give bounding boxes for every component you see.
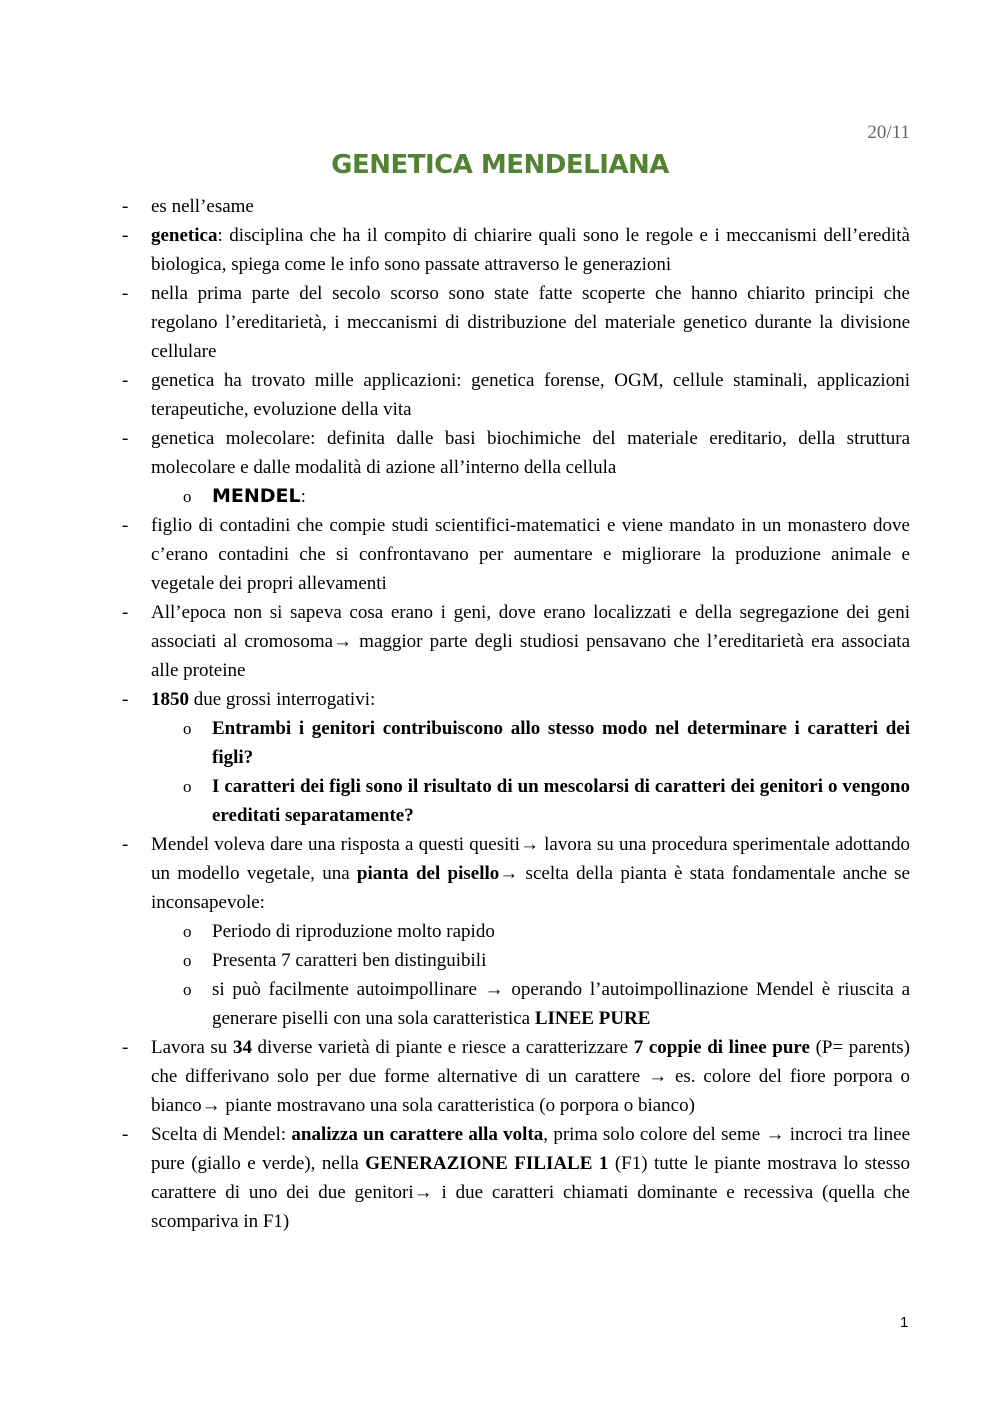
item-text: diverse varietà di piante e riesce a caratterizzare xyxy=(251,1037,634,1058)
dash-bullet: - xyxy=(122,515,129,536)
item-text: maggior parte degli studiosi pensavano che l’ereditarietà era associata alle proteine xyxy=(151,631,911,681)
bold-term: pianta del pisello xyxy=(356,863,500,884)
sub-item xyxy=(122,946,910,975)
dash-bullet: - xyxy=(122,602,129,623)
list-item xyxy=(122,1120,910,1236)
notes-body xyxy=(122,192,910,1236)
section-colon: : xyxy=(300,486,306,507)
dash-bullet: - xyxy=(122,834,129,855)
dash-bullet: - xyxy=(122,689,129,710)
question-text: Entrambi i genitori contribuiscono allo stesso modo nel determinare i caratteri dei figli? xyxy=(212,718,910,768)
item-text: nella prima parte del secolo scorso sono state fatte scoperte che hanno chiarito principi che regolano l’ereditarietà, i meccanismi di distribuzione del materiale genetico durante la divisione cellulare xyxy=(151,283,910,362)
list-item xyxy=(122,192,910,221)
item-text: lavora su una procedura sperimentale adottando un modello vegetale, una xyxy=(151,834,910,884)
dash-bullet: - xyxy=(122,283,129,304)
arrow-icon: → xyxy=(484,979,504,1000)
item-text: due grossi interrogativi: xyxy=(189,689,376,710)
sub-item xyxy=(122,714,910,772)
dash-bullet: - xyxy=(122,1037,129,1058)
item-text: si può facilmente autoimpollinare xyxy=(212,979,485,1000)
item-text: Mendel voleva dare una risposta a questi quesiti xyxy=(151,834,520,855)
list-item xyxy=(122,830,910,917)
item-text: incroci tra linee pure (giallo e verde), nella xyxy=(151,1124,911,1174)
circle-bullet: o xyxy=(183,777,192,796)
item-text: Presenta 7 caratteri ben distinguibili xyxy=(212,950,487,971)
item-text: piante mostravano una sola caratteristica (o porpora o bianco) xyxy=(220,1095,695,1116)
bold-term: analizza un carattere alla volta xyxy=(291,1124,544,1145)
bold-term: genetica xyxy=(151,225,218,246)
item-text: genetica molecolare: definita dalle basi biochimiche del materiale ereditario, della struttura molecolare e dalle modalità di azione all’interno della cellula xyxy=(151,428,910,478)
circle-bullet: o xyxy=(183,980,192,999)
list-item xyxy=(122,598,910,685)
section-heading-mendel xyxy=(122,482,910,511)
page-title: GENETICA MENDELIANA xyxy=(331,150,669,180)
bold-term: GENERAZIONE FILIALE 1 xyxy=(365,1153,609,1174)
item-text: Periodo di riproduzione molto rapido xyxy=(212,921,495,942)
arrow-icon: → xyxy=(648,1066,668,1087)
item-text: , prima solo colore del seme xyxy=(543,1124,766,1145)
item-text: i due caratteri chiamati dominante e recessiva (quella che scompariva in F1) xyxy=(151,1182,910,1232)
arrow-icon: → xyxy=(413,1182,433,1203)
circle-bullet: o xyxy=(183,922,192,941)
list-item xyxy=(122,1033,910,1120)
item-text: operando l’autoimpollinazione Mendel è riuscita a generare piselli con una sola caratteristica xyxy=(212,979,911,1029)
dash-bullet: - xyxy=(122,196,129,217)
item-text: es nell’esame xyxy=(151,196,254,217)
circle-bullet: o xyxy=(183,719,192,738)
item-text: es. colore del fiore porpora o bianco xyxy=(151,1066,910,1116)
item-text: All’epoca non si sapeva cosa erano i geni, dove erano localizzati e della segregazione dei geni associati al cromosoma xyxy=(151,602,910,652)
date-label: 20/11 xyxy=(867,122,910,143)
sub-item xyxy=(122,772,910,830)
list-item xyxy=(122,511,910,598)
arrow-icon: → xyxy=(201,1095,221,1116)
bold-term: 34 xyxy=(232,1037,252,1058)
item-text: : disciplina che ha il compito di chiarire quali sono le regole e i meccanismi dell’eredità biologica, spiega come le info sono passate attraverso le generazioni xyxy=(151,225,910,275)
list-item xyxy=(122,424,910,482)
bold-term: 7 coppie di linee pure xyxy=(633,1037,810,1058)
circle-bullet: o xyxy=(183,951,192,970)
dash-bullet: - xyxy=(122,370,129,391)
page-number: 1 xyxy=(900,1314,909,1331)
item-text: Scelta di Mendel: xyxy=(151,1124,292,1145)
section-label: MENDEL xyxy=(212,485,301,507)
dash-bullet: - xyxy=(122,1124,129,1145)
item-text: (F1) tutte le piante mostrava lo stesso carattere di uno dei due genitori xyxy=(151,1153,910,1203)
arrow-icon: → xyxy=(499,863,519,884)
circle-bullet: o xyxy=(183,487,192,506)
arrow-icon: → xyxy=(519,834,539,855)
item-text: scelta della pianta è stata fondamentale anche se inconsapevole: xyxy=(151,863,910,913)
dash-bullet: - xyxy=(122,428,129,449)
arrow-icon: → xyxy=(333,631,353,652)
list-item xyxy=(122,685,910,714)
arrow-icon: → xyxy=(765,1124,785,1145)
bold-term: 1850 xyxy=(151,689,189,710)
sub-item xyxy=(122,917,910,946)
item-text: figlio di contadini che compie studi scientifici-matematici e viene mandato in un monastero dove c’erano contadini che si confrontavano per aumentare e migliorare la produzione animale e vegetale dei propri allevamenti xyxy=(151,515,910,594)
question-text: I caratteri dei figli sono il risultato di un mescolarsi di caratteri dei genitori o vengono ereditati separatamente? xyxy=(212,776,910,826)
item-text: (P= parents) che differivano solo per due forme alternative di un carattere xyxy=(151,1037,910,1087)
list-item xyxy=(122,221,910,279)
item-text: genetica ha trovato mille applicazioni: genetica forense, OGM, cellule staminali, applicazioni terapeutiche, evoluzione della vita xyxy=(151,370,910,420)
dash-bullet: - xyxy=(122,225,129,246)
sub-item xyxy=(122,975,910,1033)
bold-term: LINEE PURE xyxy=(534,1008,651,1029)
item-text: Lavora su xyxy=(151,1037,233,1058)
list-item xyxy=(122,366,910,424)
list-item xyxy=(122,279,910,366)
